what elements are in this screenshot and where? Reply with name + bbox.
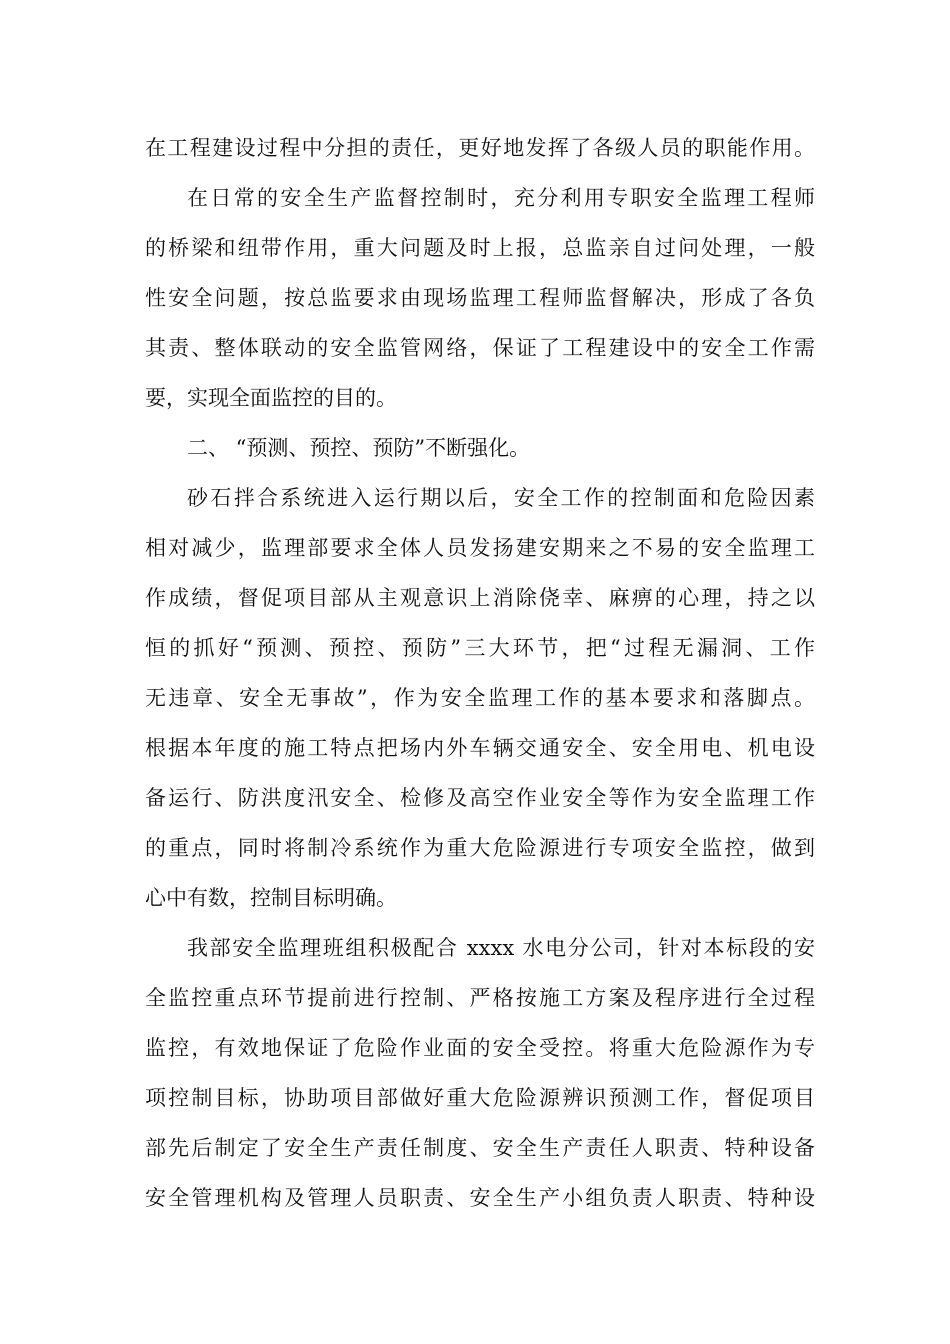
text-line: 部先后制定了安全生产责任制度、安全生产责任人职责、特种设备 [145,1136,815,1160]
text-line: 恒的抓好“预测、预控、预防”三大环节，把“过程无漏洞、工作 [145,636,815,660]
text-line: 性安全问题，按总监要求由现场监理工程师监督解决，形成了各负 [145,286,815,310]
text-line: 全监控重点环节提前进行控制、严格按施工方案及程序进行全过程 [145,986,815,1010]
text-line: 我部安全监理班组积极配合 xxxx 水电分公司，针对本标段的安 [187,936,815,960]
text-line: 安全管理机构及管理人员职责、安全生产小组负责人职责、特种设 [145,1186,815,1210]
text-line: 砂石拌合系统进入运行期以后，安全工作的控制面和危险因素 [187,486,815,510]
text-line: 相对减少，监理部要求全体人员发扬建安期来之不易的安全监理工 [145,536,815,560]
text-line: 要，实现全面监控的目的。 [145,386,397,410]
text-line: 在工程建设过程中分担的责任，更好地发挥了各级人员的职能作用。 [145,136,815,160]
text-line: 项控制目标，协助项目部做好重大危险源辨识预测工作，督促项目 [145,1086,815,1110]
text-line: 的重点，同时将制冷系统作为重大危险源进行专项安全监控，做到 [145,836,815,860]
text-line: 监控，有效地保证了危险作业面的安全受控。将重大危险源作为专 [145,1036,815,1060]
text-line: 的桥梁和纽带作用，重大问题及时上报，总监亲自过问处理，一般 [145,236,815,260]
text-line: 在日常的安全生产监督控制时，充分利用专职安全监理工程师 [187,186,815,210]
text-line: 心中有数，控制目标明确。 [145,886,397,910]
text-line: 备运行、防洪度汛安全、检修及高空作业安全等作为安全监理工作 [145,786,815,810]
text-line: 作成绩，督促项目部从主观意识上消除侥幸、麻痹的心理，持之以 [145,586,815,610]
text-line: 无违章、安全无事故”，作为安全监理工作的基本要求和落脚点。 [145,686,815,710]
section-heading: 二、 “预测、预控、预防”不断强化。 [187,436,531,460]
text-line: 根据本年度的施工特点把场内外车辆交通安全、安全用电、机电设 [145,736,815,760]
text-line: 其责、整体联动的安全监管网络，保证了工程建设中的安全工作需 [145,336,815,360]
